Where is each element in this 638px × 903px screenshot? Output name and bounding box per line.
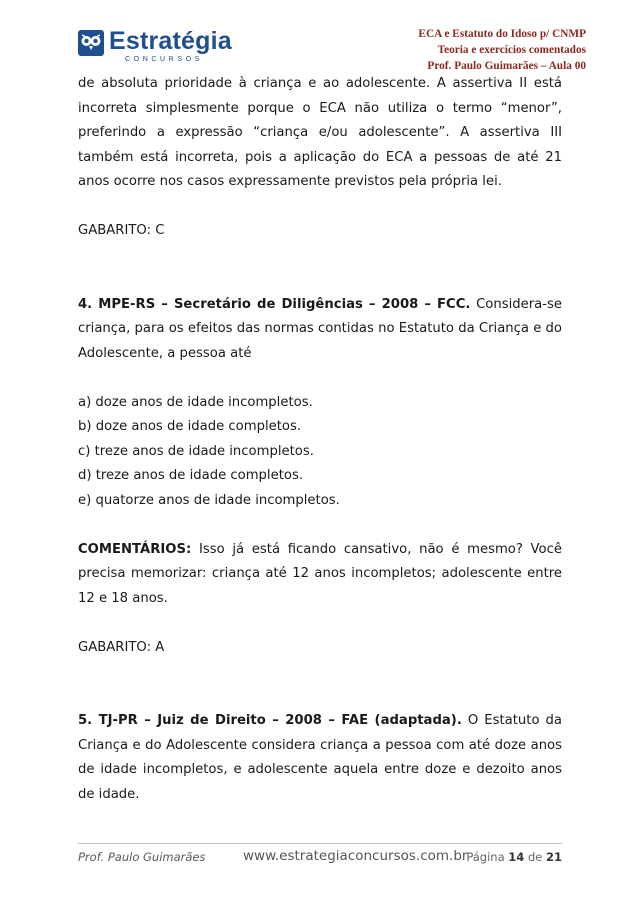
page-prefix: Página — [466, 850, 505, 864]
course-subtitle: Teoria e exercícios comentados — [437, 44, 586, 56]
logo-name: Estratégia — [109, 27, 232, 55]
option-c: c) treze anos de idade incompletos. — [78, 443, 314, 459]
option-e: e) quatorze anos de idade incompletos. — [78, 492, 340, 508]
course-info — [418, 26, 586, 74]
logo-subtitle: CONCURSOS — [125, 56, 203, 63]
question-5-text: O Estatuto da Criança e do Adolescente considera criança a pessoa com até doze anos de idade incompletos, e adolescente aquela entre doze e dezoito anos de idade. — [78, 713, 562, 802]
estrategia-logo — [78, 28, 238, 68]
question-4 — [78, 293, 562, 367]
page-header — [78, 22, 586, 76]
question-4-heading: 4. MPE-RS – Secretário de Diligências – 2008 – FCC. — [78, 296, 471, 312]
page-of: de — [527, 850, 543, 864]
question-5 — [78, 709, 562, 807]
answer-key-q3: GABARITO: C — [78, 223, 165, 238]
page-total: 21 — [545, 850, 562, 864]
owl-logo-icon — [78, 30, 104, 56]
course-title: ECA e Estatuto do Idoso p/ CNMP — [418, 28, 586, 40]
page-number — [466, 850, 562, 864]
course-lesson: Prof. Paulo Guimarães – Aula 00 — [427, 60, 586, 72]
question-5-heading: 5. TJ-PR – Juiz de Direito – 2008 – FAE (adaptada). — [78, 713, 462, 728]
option-a: a) doze anos de idade incompletos. — [78, 394, 313, 410]
question-4-text: Considera-se criança, para os efeitos das normas contidas no Estatuto da Criança e do Adolescente, a pessoa até — [78, 296, 563, 361]
option-d: d) treze anos de idade completos. — [78, 468, 304, 483]
comments-label: COMENTÁRIOS: — [78, 541, 192, 557]
comments-paragraph — [78, 538, 562, 612]
footer-author: Prof. Paulo Guimarães — [78, 850, 206, 864]
page-content — [78, 72, 562, 807]
footer-divider — [78, 843, 562, 844]
answer-key-q4: GABARITO: A — [78, 639, 165, 655]
page-footer — [78, 850, 562, 866]
page-current: 14 — [508, 850, 525, 864]
comments-text: Isso já está ficando cansativo, não é mesmo? Você precisa memorizar: criança até 12 anos incompletos; adolescente entre 12 e 18 anos. — [78, 541, 562, 606]
intro-paragraph: de absoluta prioridade à criança e ao adolescente. A assertiva II está incorreta simplesmente porque o ECA não utiliza o termo “menor”, preferindo a expressão “criança e/ou adolescente”. A assertiva III também está incorreta, pois a aplicação do ECA a pessoas de até 21 anos ocorre nos casos expressamente previstos pela própria lei. — [78, 76, 562, 189]
footer-website-link[interactable]: www.estrategiaconcursos.com.br — [243, 848, 468, 864]
option-b: b) doze anos de idade completos. — [78, 419, 302, 434]
